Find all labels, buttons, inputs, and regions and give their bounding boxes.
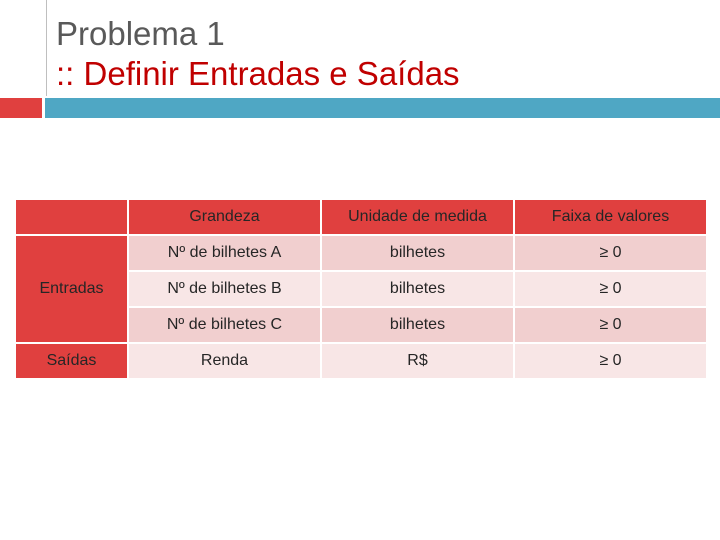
row-group-label-saidas: Saídas bbox=[15, 343, 128, 379]
table-cell-range: ≥ 0 bbox=[514, 307, 707, 343]
table-header-unidade: Unidade de medida bbox=[321, 199, 514, 235]
table-cell-unit: bilhetes bbox=[321, 271, 514, 307]
table-row bbox=[15, 235, 707, 271]
table-header-corner bbox=[15, 199, 128, 235]
slide-title bbox=[56, 14, 696, 94]
io-table-wrapper bbox=[14, 198, 706, 380]
row-group-label-entradas: Entradas bbox=[15, 235, 128, 343]
table-cell-range: ≥ 0 bbox=[514, 235, 707, 271]
table-cell-unit: bilhetes bbox=[321, 307, 514, 343]
table-header-faixa: Faixa de valores bbox=[514, 199, 707, 235]
title-line-1: Problema 1 bbox=[56, 15, 225, 52]
table-header-row bbox=[15, 199, 707, 235]
table-cell-range: ≥ 0 bbox=[514, 271, 707, 307]
table-cell-unit: R$ bbox=[321, 343, 514, 379]
title-line-2: :: Definir Entradas e Saídas bbox=[56, 55, 460, 92]
table-cell-range: ≥ 0 bbox=[514, 343, 707, 379]
table-row bbox=[15, 343, 707, 379]
table-cell-quantity: Nº de bilhetes B bbox=[128, 271, 321, 307]
table-cell-unit: bilhetes bbox=[321, 235, 514, 271]
title-rule-divider bbox=[46, 0, 47, 96]
table-cell-quantity: Nº de bilhetes A bbox=[128, 235, 321, 271]
table-header-grandeza: Grandeza bbox=[128, 199, 321, 235]
title-underline-red bbox=[0, 98, 42, 118]
io-table bbox=[14, 198, 708, 380]
table-cell-quantity: Renda bbox=[128, 343, 321, 379]
title-underline-teal bbox=[45, 98, 720, 118]
table-cell-quantity: Nº de bilhetes C bbox=[128, 307, 321, 343]
